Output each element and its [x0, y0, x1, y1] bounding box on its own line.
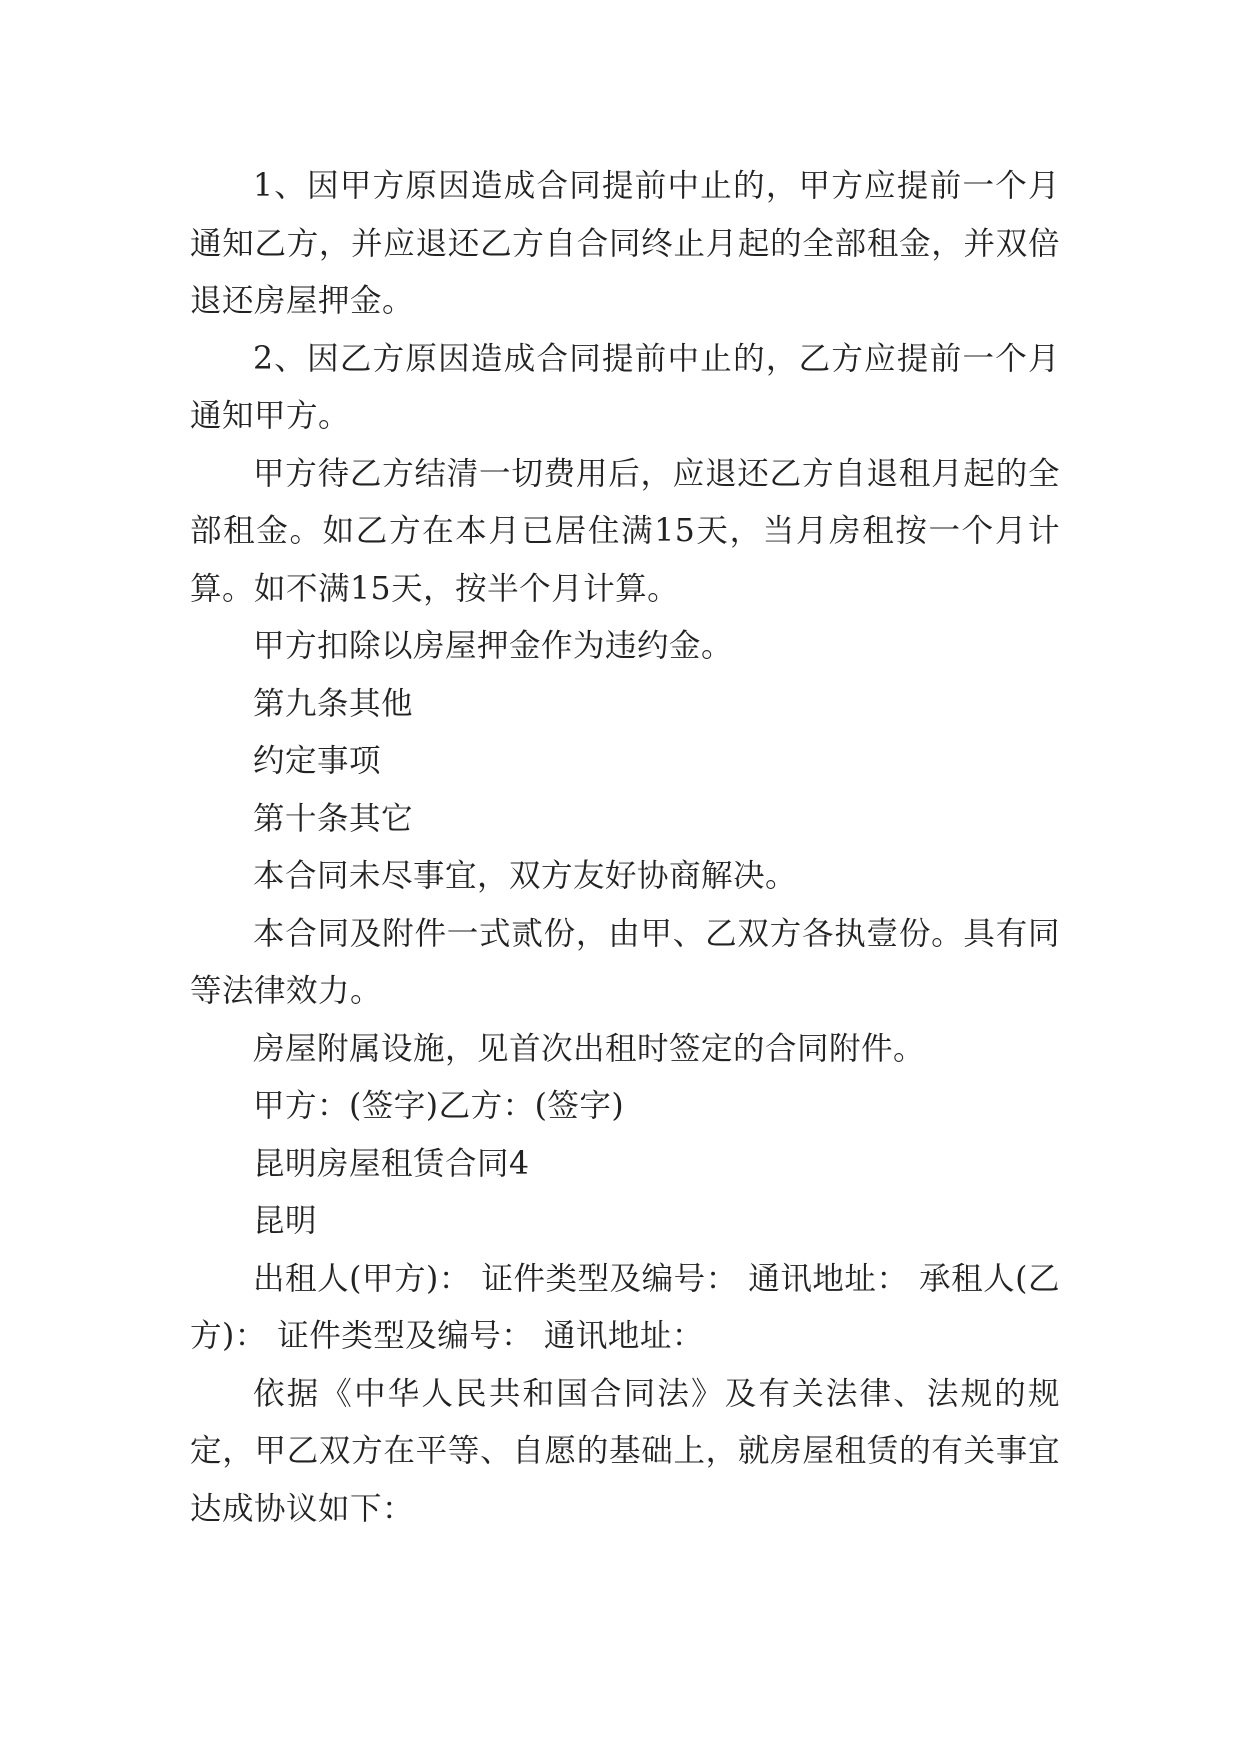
signature-line: 甲方：(签字)乙方：(签字) — [253, 1088, 625, 1124]
paragraph-unresolved-matters: 本合同未尽事宜，双方友好协商解决。 — [253, 858, 798, 894]
paragraph-facilities: 房屋附属设施，见首次出租时签定的合同附件。 — [253, 1030, 926, 1067]
article-9-subheading: 约定事项 — [253, 743, 382, 779]
contract-location: 昆明 — [253, 1203, 318, 1239]
paragraph-early-termination-tenant: 2、因乙方原因造成合同提前中止的，乙方应提前一个月通知甲方。 — [190, 340, 1060, 434]
paragraph-legal-basis: 依据《中华人民共和国合同法》及有关法律、法规的规定，甲乙双方在平等、自愿的基础上，就房屋租赁的有关事宜达成协议如下： — [190, 1375, 1060, 1527]
document-body — [190, 158, 1060, 1538]
paragraph-copies: 本合同及附件一式贰份，由甲、乙双方各执壹份。具有同等法律效力。 — [190, 915, 1060, 1009]
paragraph-deposit-penalty: 甲方扣除以房屋押金作为违约金。 — [253, 628, 734, 664]
contract-title: 昆明房屋租赁合同4 — [253, 1145, 530, 1182]
article-10-heading: 第十条其它 — [253, 800, 414, 837]
parties-info: 出租人(甲方)： 证件类型及编号： 通讯地址： 承租人(乙方)： 证件类型及编号： 通讯地址： — [190, 1260, 1060, 1354]
paragraph-early-termination-landlord: 1、因甲方原因造成合同提前中止的，甲方应提前一个月通知乙方，并应退还乙方自合同终止月起的全部租金，并双倍退还房屋押金。 — [190, 168, 1060, 319]
paragraph-refund-terms: 甲方待乙方结清一切费用后，应退还乙方自退租月起的全部租金。如乙方在本月已居住满15天，当月房租按一个月计算。如不满15天，按半个月计算。 — [190, 455, 1060, 607]
article-9-heading: 第九条其他 — [253, 685, 414, 722]
